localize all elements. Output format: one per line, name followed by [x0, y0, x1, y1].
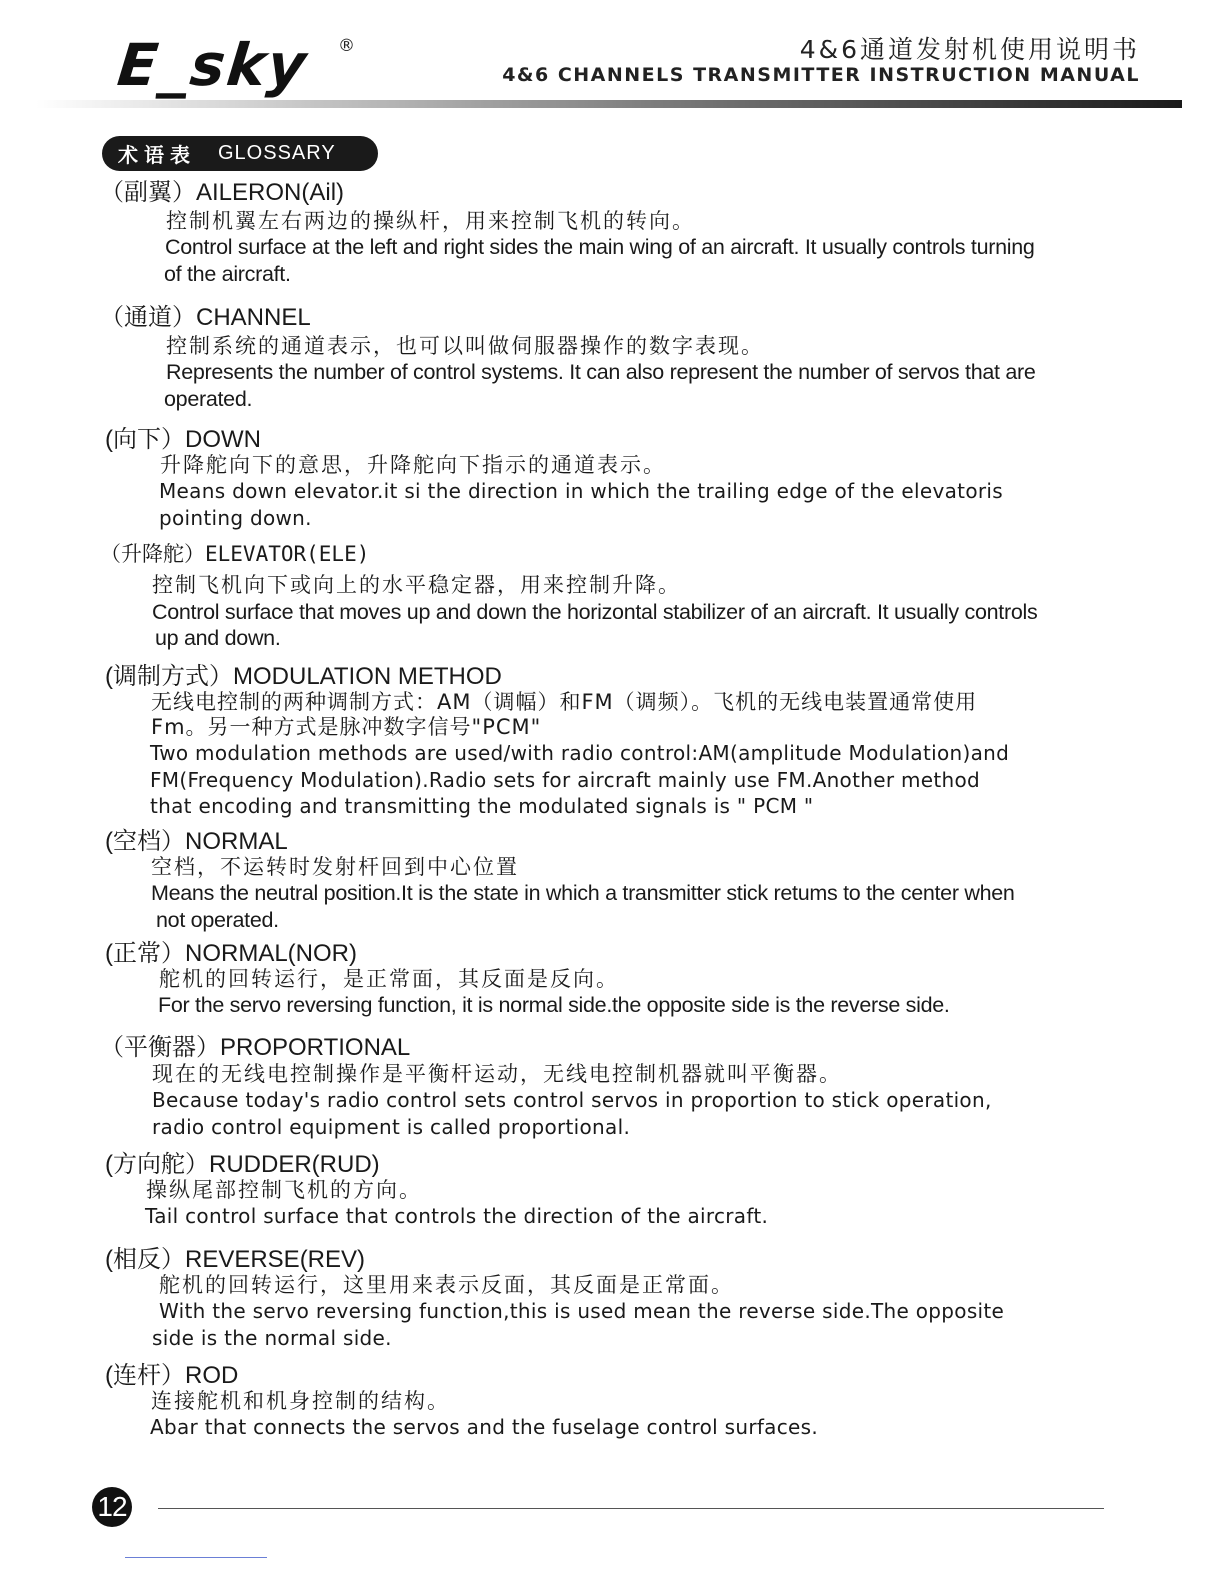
entry-english-definition-line: FM(Frequency Modulation).Radio sets for aircraft mainly use FM.Another method — [150, 768, 981, 792]
entry-term: （升降舵）ELEVATOR(ELE) — [100, 542, 370, 566]
entry-chinese-definition: 操纵尾部控制飞机的方向。 — [146, 1178, 422, 1202]
entry-term: (连杆）ROD — [105, 1362, 239, 1389]
entry-chinese-definition: 舵机的回转运行，这里用来表示反面，其反面是正常面。 — [159, 1273, 734, 1297]
entry-chinese-definition: 现在的无线电控制操作是平衡杆运动，无线电控制机器就叫平衡器。 — [152, 1062, 842, 1086]
entry-english-definition-line: For the servo reversing function, it is normal side.the opposite side is the reverse side. — [158, 993, 950, 1017]
entry-chinese-definition: 控制飞机向下或向上的水平稳定器，用来控制升降。 — [152, 573, 681, 597]
glossary-title-english: GLOSSARY — [218, 142, 336, 164]
manual-title-english: 4&6 CHANNELS TRANSMITTER INSTRUCTION MANUAL — [502, 64, 1140, 86]
entry-english-definition-line: side is the normal side. — [152, 1326, 392, 1350]
entry-english-definition-line: operated. — [164, 387, 253, 411]
entry-term: （副翼）AILERON(Ail) — [100, 179, 345, 206]
entry-term: (空档）NORMAL — [105, 828, 288, 855]
glossary-section-badge — [102, 136, 378, 171]
footer-blue-line — [125, 1557, 267, 1558]
entry-english-definition-line: radio control equipment is called proportional. — [152, 1115, 631, 1139]
entry-english-definition-line: of the aircraft. — [164, 262, 291, 286]
page-number: 12 — [92, 1487, 132, 1527]
entry-chinese-definition: 无线电控制的两种调制方式：AM（调幅）和FM（调频）。飞机的无线电装置通常使用 — [151, 690, 978, 714]
entry-english-definition-line: With the servo reversing function,this is used mean the reverse side.The opposite — [159, 1299, 1005, 1323]
entry-english-definition-line: Control surface that moves up and down the horizontal stabilizer of an aircraft. It usually controls — [152, 600, 1038, 624]
entry-chinese-definition-continued: Fm。另一种方式是脉冲数字信号"PCM" — [151, 715, 542, 739]
entry-english-definition-line: Means the neutral position.It is the state in which a transmitter stick retums to the center when — [151, 881, 1015, 905]
entry-term: (相反）REVERSE(REV) — [105, 1246, 366, 1273]
manual-title-chinese: 4&6通道发射机使用说明书 — [799, 35, 1140, 64]
entry-term: (调制方式）MODULATION METHOD — [105, 663, 502, 690]
entry-english-definition-line: Represents the number of control systems. It can also represent the number of servos that are — [166, 360, 1036, 384]
entry-term: (正常）NORMAL(NOR) — [105, 940, 357, 967]
entry-english-definition-line: Abar that connects the servos and the fuselage control surfaces. — [150, 1415, 819, 1439]
entry-term: (向下）DOWN — [105, 426, 261, 453]
glossary-title-chinese: 术语表 — [118, 143, 196, 167]
entry-term: （通道）CHANNEL — [100, 304, 311, 331]
entry-english-definition-line: not operated. — [156, 908, 279, 932]
entry-chinese-definition: 连接舵机和机身控制的结构。 — [151, 1389, 450, 1413]
entry-english-definition-line: Tail control surface that controls the direction of the aircraft. — [145, 1204, 769, 1228]
entry-chinese-definition: 空档，不运转时发射杆回到中心位置 — [151, 855, 519, 879]
entry-english-definition-line: Two modulation methods are used/with radio control:AM(amplitude Modulation)and — [150, 741, 1010, 765]
entry-english-definition-line: Control surface at the left and right sides the main wing of an aircraft. It usually controls turning — [165, 235, 1035, 259]
entry-english-definition-line: pointing down. — [159, 506, 312, 530]
entry-chinese-definition: 升降舵向下的意思，升降舵向下指示的通道表示。 — [160, 453, 666, 477]
header-divider — [36, 100, 1182, 108]
entry-chinese-definition: 控制机翼左右两边的操纵杆，用来控制飞机的转向。 — [166, 209, 695, 233]
entry-chinese-definition: 控制系统的通道表示，也可以叫做伺服器操作的数字表现。 — [166, 334, 764, 358]
entry-english-definition-line: Because today's radio control sets control servos in proportion to stick operation, — [152, 1088, 992, 1112]
registered-mark: ® — [338, 36, 355, 56]
entry-english-definition-line: that encoding and transmitting the modulated signals is " PCM " — [150, 794, 814, 818]
entry-term: （平衡器）PROPORTIONAL — [100, 1034, 411, 1061]
entry-term: (方向舵）RUDDER(RUD) — [105, 1151, 380, 1178]
entry-english-definition-line: up and down. — [155, 626, 281, 650]
entry-chinese-definition: 舵机的回转运行，是正常面，其反面是反向。 — [159, 967, 619, 991]
footer-divider — [158, 1508, 1104, 1509]
esky-logo: E_sky — [114, 31, 312, 99]
entry-english-definition-line: Means down elevator.it si the direction in which the trailing edge of the elevatoris — [159, 479, 1003, 503]
